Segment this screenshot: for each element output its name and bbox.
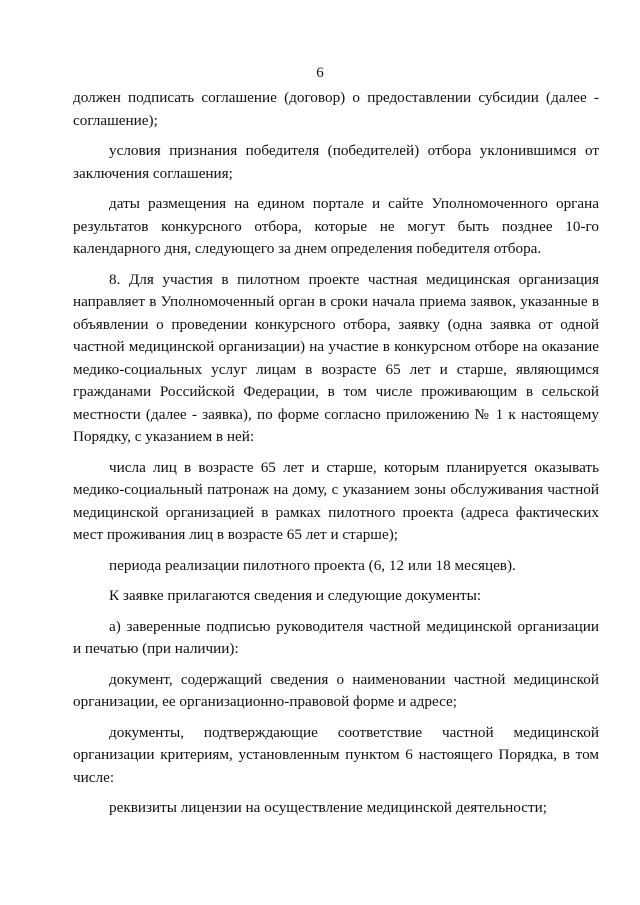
paragraph-project-period: периода реализации пилотного проекта (6, 12 или 18 месяцев).	[109, 556, 516, 574]
paragraph-number-of-persons: числа лиц в возрасте 65 лет и старше, которым планируется оказывать медико-социальный патронаж на дому, с указанием зоны обслуживания частной медицинской организацией в рамках пилотного проекта (адреса фактических мест проживания лиц в возрасте 65 лет и старше);	[73, 458, 599, 543]
paragraph-section-8: 8. Для участия в пилотном проекте частная медицинская организация направляет в Уполномоченный орган в сроки начала приема заявок, указанные в объявлении о проведении конкурсного отбора, заявку (одна заявка от одной частной медицинской организации) на участие в конкурсном отборе на оказание медико-социальных услуг лицам в возрасте 65 лет и старше, являющимся гражданами Российской Федерации, в том числе проживающим в сельской местности (далее - заявка), по форме согласно приложению № 1 к настоящему Порядку, с указанием в ней:	[73, 270, 599, 445]
paragraph-license-details: реквизиты лицензии на осуществление медицинской деятельности;	[109, 799, 547, 816]
paragraph-item-a: а) заверенные подписью руководителя частной медицинской организации и печатью (при наличии):	[73, 617, 599, 657]
paragraph-agreement-deadline: должен подписать соглашение (договор) о предоставлении субсидии (далее - соглашение);	[73, 89, 599, 129]
paragraph-evasion-conditions: условия признания победителя (победителей) отбора уклонившимся от заключения соглашения;	[73, 142, 599, 182]
page-number: 6	[316, 65, 324, 81]
document-body	[73, 87, 599, 828]
paragraph-organization-details: документ, содержащий сведения о наименовании частной медицинской организации, ее организационно-правовой форме и адресе;	[73, 670, 599, 710]
paragraph-publication-dates: даты размещения на едином портале и сайте Уполномоченного органа результатов конкурсного отбора, которые не могут быть позднее 10-го календарного дня, следующего за днем определения победителя отбора.	[73, 195, 599, 257]
paragraph-compliance-documents: документы, подтверждающие соответствие частной медицинской организации критериям, установленным пунктом 6 настоящего Порядка, в том числе:	[73, 723, 599, 786]
paragraph-attachments-intro: К заявке прилагаются сведения и следующие документы:	[109, 587, 482, 604]
